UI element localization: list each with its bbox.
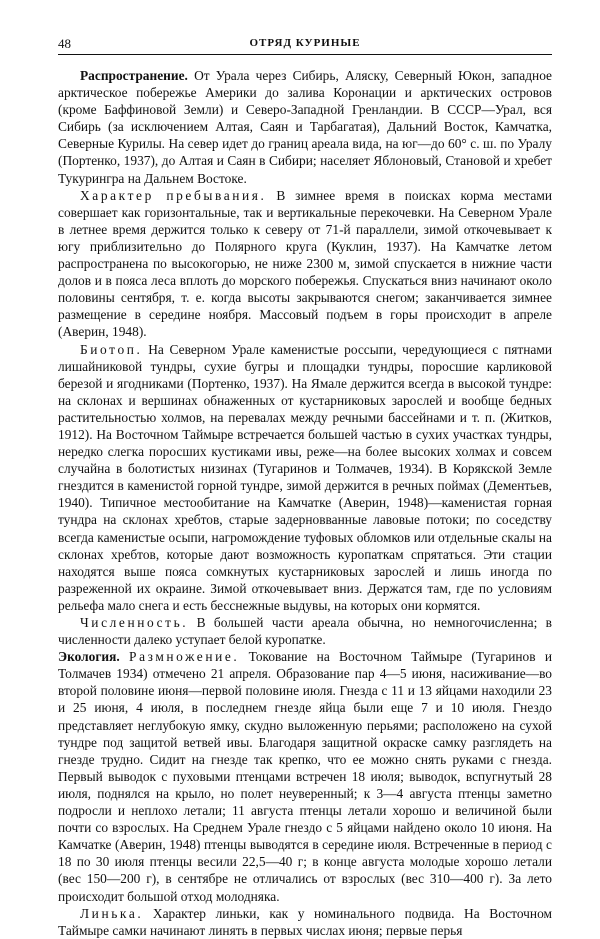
paragraph-text: Токование на Восточном Таймыре (Тугаринов и Толмачев 1934) отмечено 21 апреля. Образование пар 4—5 июня, насиживание—во второй половине июня—первой половине июля. Гнезда с 11 и 13 яйцами находили 23 и 25 июня, 4 июля, в последнем гнезде яйца были еще 7 и 10 июля. Гнездо представляет неглубокую ямку, скудно выложенную перьями; расположено на сухой тундре под защитой ветвей ивы. Благодаря защитной окраске самку разглядеть на гнезде трудно. Сидит на гнезде так крепко, что ее можно снять руками с гнезда. Первый выводок с пуховыми птенцами встречен 18 июля; выводок, вспугнутый 28 июля, поднялся на крыло, но полет неуверенный; к 3—4 августа птенцы заметно подросли и неплохо летали; 11 августа птенцы летали хорошо и величиной были почти со взрослых. На Среднем Урале гнездо с 5 яйцами найдено около 10 июня. На Камчатке (Аверин, 1948) птенцы выводятся в середине июля. Встреченные в период с 18 по 30 июля птенцы весили 22,5—40 г; в конце августа молодые хорошо летали (вес 150—200 г), в сентябре не отличались от взрослых (вес 310—400 г). За лето происходит большой отход молодняка.	[58, 649, 552, 904]
paragraph-text: Характер линьки, как у номинального подвида. На Восточном Таймыре самки начинают линять в первых числах июня; первые перья	[58, 905, 552, 938]
paragraph-residency	[58, 187, 552, 341]
page-number: 48	[58, 36, 71, 51]
running-title: ОТРЯД КУРИНЫЕ	[249, 37, 361, 49]
paragraph-molt	[58, 905, 552, 939]
section-heading-biotope: Биотоп.	[80, 341, 143, 357]
paragraph-text: От Урала через Сибирь, Аляску, Северный Юкон, западное арктическое побережье Америки до залива Коронации и арктических островов (кроме Баффиновой Земли) и Северо-Западной Гренландии. В СССР—Урал, вся Сибирь (за исключением Алтая, Саян и Тарбагатая), Дальний Восток, Камчатка, Северные Курилы. На север идет до границ ареала вида, на юг—до 60° с. ш. по Уралу (Портенко, 1937), до Алтая и Саян в Сибири; населяет Яблоновый, Становой и хребет Тукурингра на Дальнем Востоке.	[58, 68, 552, 186]
paragraph-text: В зимнее время в поисках корма местами совершает как горизонтальные, так и вертикальные перекочевки. На Северном Урале в летнее время держится только к северу от 71-й параллели, зимой откочевывает к югу приблизительно до Полярного круга (Куклин, 1937). На Камчатке летом распространена по высокогорью, не ниже 2300 м, зимой спускается в нижние части долов и в пояса леса вплоть до морского побережья. Спускаться вниз начинают около половины сентября, т. е. когда высоты закрываются снегом; заканчивается зимнее размещение в середине ноября. Массовый подъем в горы происходит в апреле (Аверин, 1948).	[58, 187, 552, 340]
section-heading-molt: Линька.	[80, 905, 144, 921]
paragraph-distribution	[58, 67, 552, 187]
paragraph-text: В большей части ареала обычна, но немногочисленна; в численности далеко уступает белой куропатке.	[58, 615, 552, 648]
section-heading-residency: Характер пребывания.	[80, 187, 267, 203]
section-heading-ecology: Экология.	[58, 649, 120, 665]
paragraph-biotope	[58, 341, 552, 615]
section-heading-distribution: Распространение.	[80, 68, 188, 83]
section-heading-abundance: Численность.	[80, 615, 189, 630]
paragraph-abundance	[58, 614, 552, 648]
section-heading-breeding: Размножение.	[129, 649, 240, 665]
page-header	[58, 34, 552, 55]
paragraph-breeding	[58, 648, 552, 904]
paragraph-text: На Северном Урале каменистые россыпи, чередующиеся с пятнами лишайниковой тундры, сухие бугры и площадки тундры, поросшие карликовой березой и ягодниками (Портенко, 1937). На Ямале держится всегда в высокой тундре: на склонах и вершинах обнаженных от кустарниковых зарослей и вообще бедных растительностью холмов, на перевалах между речными бассейнами и т. п. (Житков, 1912). На Восточном Таймыре встречается большей частью в сухих участках тундры, нередко слегка поросших кустиками ивы, реже—на более высоких холмах и совсем случайна в болотистых низинах (Тугаринов и Толмачев, 1934). В Корякской Земле гнездится в каменистой горной тундре, зимой держится в речных поймах (Дементьев, 1940). Типичное местообитание на Камчатке (Аверин, 1948)—каменистая горная тундра на склонах хребтов, старые задерновванные лавовые потоки; по соседству всегда каменистые осыпи, нагромождение туфовых обломков или отдельные скалы на склонах хребтов, которые дают возможность куропаткам спрятаться. Эти стации находятся выше пояса сомкнутых кустарниковых зарослей и лишь иногда по разреженной их окраине. Зимой откочевывает вниз. Держатся там, где по условиям рельефа мало снега и есть бесснежные выдувы, на которых они кормятся.	[58, 341, 552, 613]
